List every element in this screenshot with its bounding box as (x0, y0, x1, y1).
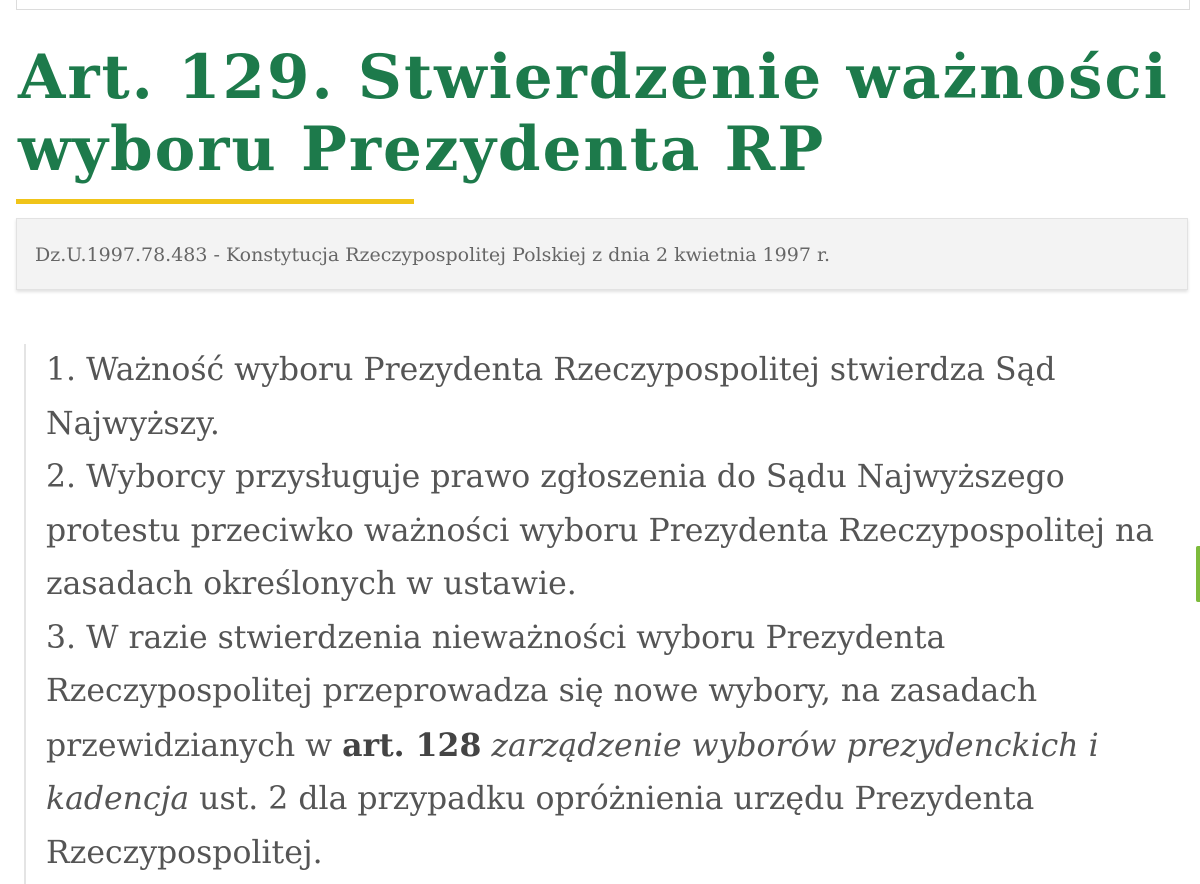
paragraph-3-text-start: 3. W razie stwierdzenia nieważności wyboru Prezydenta Rzeczypospolitej przeprowadza się nowe wybory, na zasadach przewidzianych w (46, 619, 1038, 764)
article-128-title[interactable]: zarządzenie wyborów prezydenckich i kadencja (46, 727, 1099, 817)
top-panel-edge (16, 0, 1190, 10)
paragraph-3-text-end: ust. 2 dla przypadku opróżnienia urzędu Prezydenta Rzeczypospolitej. (46, 781, 1035, 871)
source-info-box (16, 218, 1188, 290)
side-feedback-tab[interactable] (1196, 546, 1200, 602)
article-body (24, 344, 1176, 884)
page-title: Art. 129. Stwierdzenie ważności wyboru Prezydenta RP (18, 42, 1169, 185)
title-underline-accent (16, 199, 414, 204)
article-text (46, 344, 1174, 880)
article-128-link[interactable]: art. 128 (342, 726, 482, 764)
article-paragraph-1: 1. Ważność wyboru Prezydenta Rzeczypospolitej stwierdza Sąd Najwyższy. (46, 352, 1056, 442)
source-citation: Dz.U.1997.78.483 - Konstytucja Rzeczypospolitej Polskiej z dnia 2 kwietnia 1997 r. (35, 244, 830, 266)
article-paragraph-2: 2. Wyborcy przysługuje prawo zgłoszenia do Sądu Najwyższego protestu przeciwko ważności wyboru Prezydenta Rzeczypospolitej na zasadach określonych w ustawie. (46, 459, 1155, 602)
article-paragraph-3 (46, 612, 1174, 881)
